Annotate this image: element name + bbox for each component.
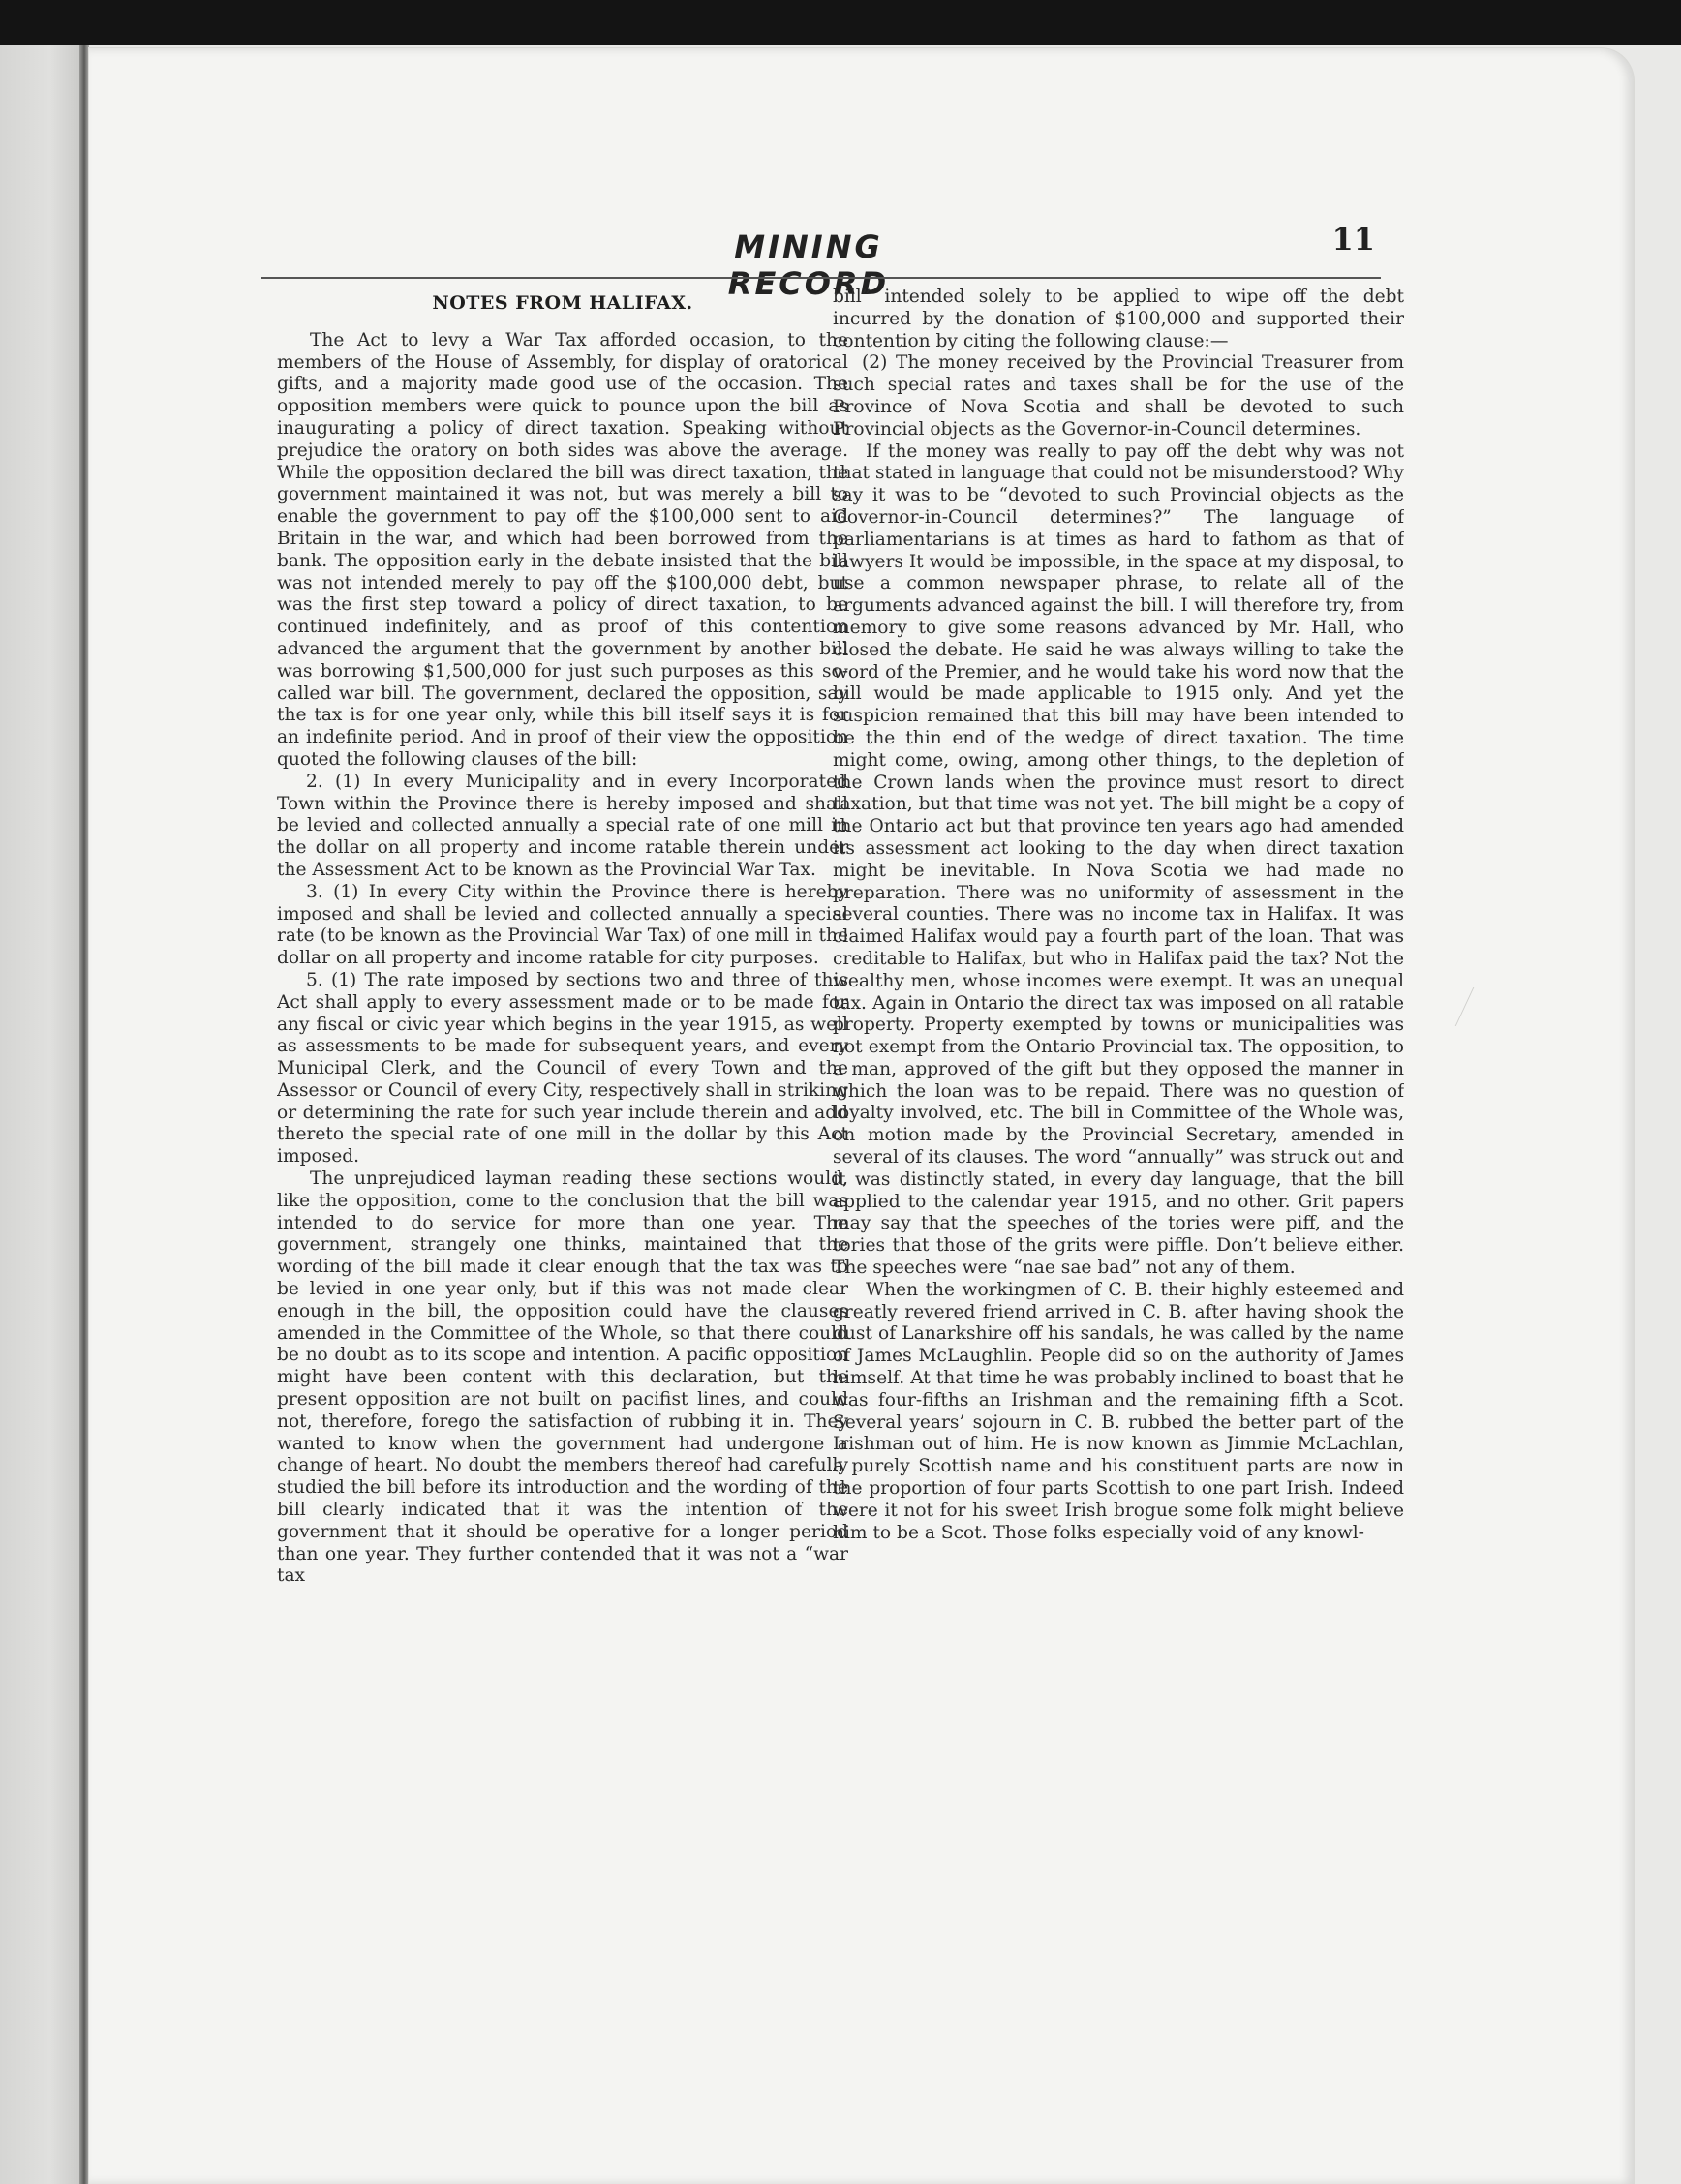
running-head [261, 221, 1375, 302]
scan-left-margin [0, 45, 83, 2184]
quoted-clause: 2. (1) In every Municipality and in every Incorporated Town within the Province there is hereby imposed and shall be levied and collected annually a special rate of one mill in the dollar on all property and income ratable therein under the Assessment Act to be known as the Provincial War Tax. [277, 771, 848, 880]
page-number: 11 [1331, 221, 1375, 258]
paragraph: The Act to levy a War Tax afforded occasion, to the members of the House of Assembly, for display of oratorical gifts, and a majority made good use of the occasion. The opposition members were quick to pounce upon the bill as inaugurating a policy of direct taxation. Speaking without prejudice the oratory on both sides was above the average. While the opposition declared the bill was direct taxation, the government maintained it was not, but was merely a bill to enable the government to pay off the $100,000 sent to aid Britain in the war, and which had been borrowed from the bank. The opposition early in the debate insisted that the bill was not intended merely to pay off the $100,000 debt, but was the first step toward a policy of direct taxation, to be continued indefinitely, and as proof of this contention advanced the argument that the government by another bill was borrowing $1,500,000 for just such purposes as this so-called war bill. The government, declared the opposition, say the tax is for one year only, while this bill itself says it is for an indefinite period. And in proof of their view the opposition quoted the following clauses of the bill: [277, 329, 848, 770]
paragraph: If the money was really to pay off the debt why was not that stated in language that could not be misunderstood? Why say it was to be “devoted to such Provincial objects as the Governor-in-Council determines?” The language of parliamentarians is at times as hard to fathom as that of lawyers It would be impossible, in the space at my disposal, to use a common newspaper phrase, to relate all of the arguments advanced against the bill. I will therefore try, from memory to give some reasons advanced by Mr. Hall, who closed the debate. He said he was always willing to take the word of the Premier, and he would take his word now that the bill would be made applicable to 1915 only. And yet the suspicion remained that this bill may have been intended to be the thin end of the wedge of direct taxation. The time might come, owing, among other things, to the depletion of the Crown lands when the province must resort to direct taxation, but that time was not yet. The bill might be a copy of the Ontario act but that province ten years ago had amended its assessment act looking to the day when direct taxation might be inevitable. In Nova Scotia we had made no preparation. There was no uniformity of assessment in the several counties. There was no income tax in Halifax. It was claimed Halifax would pay a fourth part of the loan. That was creditable to Halifax, but who in Halifax paid the tax? Not the wealthy men, whose incomes were exempt. It was an unequal tax. Again in Ontario the direct tax was imposed on all ratable property. Property exempted by towns or municipalities was not exempt from the Ontario Provincial tax. The opposition, to a man, approved of the gift but they opposed the manner in which the loan was to be repaid. There was no question of loyalty involved, etc. The bill in Committee of the Whole was, on motion made by the Provincial Secretary, amended in several of its clauses. The word “annually” was struck out and it was distinctly stated, in every day language, that the bill applied to the calendar year 1915, and no other. Grit papers may say that the speeches of the tories were piff, and the tories that those of the grits were piffle. Don’t believe either. The speeches were “nae sae bad” not any of them. [833, 440, 1404, 1279]
left-column [277, 287, 848, 2078]
article-title: NOTES FROM HALIFAX. [432, 292, 693, 314]
quoted-clause: 5. (1) The rate imposed by sections two and three of this Act shall apply to every assessment made or to be made for any fiscal or civic year which begins in the year 1915, as well as assessments to be made for subsequent years, and every Municipal Clerk, and the Council of every Town and the Assessor or Council of every City, respectively shall in striking or determining the rate for such year include therein and add thereto the special rate of one mill in the dollar by this Act imposed. [277, 969, 848, 1168]
right-column [833, 287, 1404, 2078]
journal-title: MINING RECORD [727, 228, 890, 302]
paragraph: When the workingmen of C. B. their highly esteemed and greatly revered friend arrived in C. B. after having shook the dust of Lanarkshire off his sandals, he was called by the name of James McLaughlin. People did so on the authority of James himself. At that time he was probably inclined to boast that he was four-fifths an Irishman and the remaining fifth a Scot. Several years’ sojourn in C. B. rubbed the better part of the Irishman out of him. He is now known as Jimmie McLachlan, a purely Scottish name and his constituent parts are now in the proportion of four parts Scottish to one part Irish. Indeed were it not for his sweet Irish brogue some folk might believe him to be a Scot. Those folks especially void of any knowl- [833, 1279, 1404, 1543]
paragraph: bill” intended solely to be applied to wipe off the debt incurred by the donation of $100,000 and supported their contention by citing the following clause:— [833, 287, 1404, 351]
binding-gutter [79, 45, 89, 2184]
scan-top-border [0, 0, 1681, 45]
quoted-clause: 3. (1) In every City within the Province there is hereby imposed and shall be levied and collected annually a special rate (to be known as the Provincial War Tax) of one mill in the dollar on all property and income ratable for city purposes. [277, 881, 848, 969]
quoted-clause: (2) The money received by the Provincial Treasurer from such special rates and taxes shall be for the use of the Province of Nova Scotia and shall be devoted to such Provincial objects as the Governor-in-Council determines. [833, 352, 1404, 440]
paragraph: The unprejudiced layman reading these sections would, like the opposition, come to the conclusion that the bill was intended to do service for more than one year. The government, strangely one thinks, maintained that the wording of the bill made it clear enough that the tax was to be levied in one year only, but if this was not made clear enough in the bill, the opposition could have the clauses amended in the Committee of the Whole, so that there could be no doubt as to its scope and intention. A pacific opposition might have been content with this declaration, but the present opposition are not built on pacifist lines, and could not, therefore, forego the satisfaction of rubbing it in. They wanted to know when the government had undergone a change of heart. No doubt the members thereof had carefully studied the bill before its introduction and the wording of the bill clearly indicated that it was the intention of the government that it should be operative for a longer period than one year. They further contended that it was not a “war tax [277, 1168, 848, 1587]
header-rule [261, 277, 1381, 279]
